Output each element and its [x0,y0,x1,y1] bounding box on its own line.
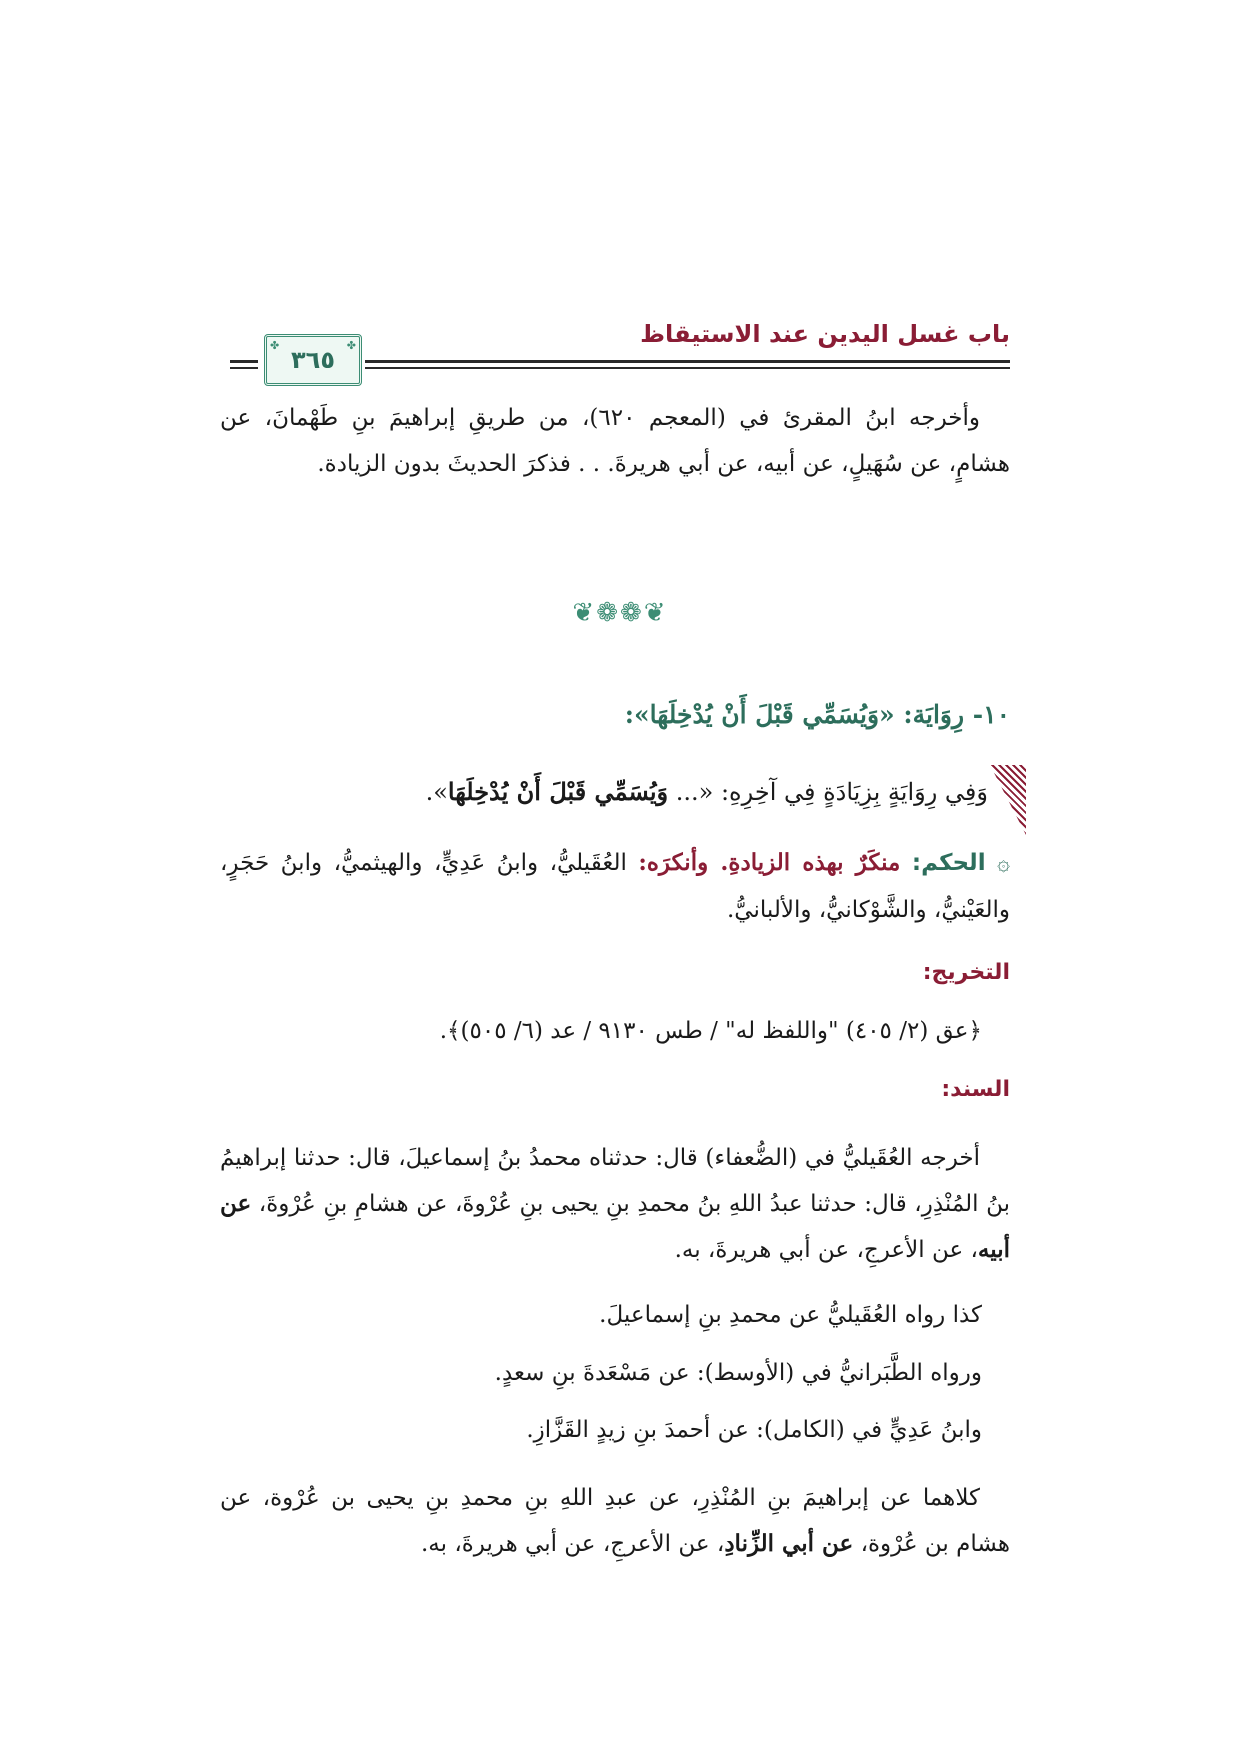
header-rule-top [365,360,1010,363]
header-rule-bottom [365,367,1010,369]
takhrij-heading: التخريج: [922,960,1010,985]
section-heading-quote: «وَيُسَمِّي قَبْلَ أَنْ يُدْخِلَهَا»: [624,700,895,729]
chapter-title: باب غسل اليدين عند الاستيقاظ [640,320,1010,348]
paragraph-tabarani: ورواه الطَّبَرانيُّ في (الأوسط): عن مَسْعَدةَ بنِ سعدٍ. [494,1360,982,1386]
riwaya-box [220,765,1010,835]
header-rule-left-top [230,360,258,363]
paragraph-both: كلاهما عن إبراهيمَ بنِ المُنْذِرِ، عن عبدِ اللهِ بنِ محمدِ بنِ يحيى بن عُرْوة، عن هشام بن عُرْوة، عن أبي الزِّنادِ، عن الأعرجِ، عن أبي هريرةَ، به. [220,1485,1010,1557]
page-number-badge: ✤ ٣٦٥ ✤ [264,334,362,386]
section-heading-number: ١٠- رِوَايَة: [894,700,1010,729]
bold-phrase: عن أبي الزِّنادِ [724,1530,854,1557]
paragraph-ibn-adi: وابنُ عَدِيٍّ في (الكامل): عن أحمدَ بنِ زيدٍ القَزَّازِ. [526,1417,982,1443]
section-heading [220,700,1010,729]
riwaya-text: وَفِي رِوَايَةٍ بِزِيَادَةٍ فِي آخِرِهِ: «... وَيُسَمِّي قَبْلَ أَنْ يُدْخِلَهَا». [425,777,988,806]
header-rule-left-bottom [230,367,258,369]
flower-icon: ۞ [997,851,1010,876]
riwaya-bold-text: وَيُسَمِّي قَبْلَ أَنْ يُدْخِلَهَا [447,777,669,806]
ruling-verdict: منكَرٌ بهذه الزيادةِ. وأنكرَه: [638,849,901,876]
ruling-text: العُقَيليُّ، وابنُ عَدِيٍّ، والهيثميُّ، وابنُ حَجَرٍ، والعَيْنيُّ، والشَّوْكانيُّ، والألبانيُّ. [220,850,1010,923]
sanad-heading: السند: [941,1077,1010,1102]
paragraph-ibn-almuqri: وأخرجه ابنُ المقرئ في (المعجم ٦٢٠)، من طريقِ إبراهيمَ بنِ طَهْمانَ، عن هشامٍ، عن سُهَيلٍ، عن أبيه، عن أبي هريرةَ. . . فذكرَ الحديثَ بدون الزيادة. [220,405,1010,477]
paragraph-uqaili: أخرجه العُقَيليُّ في (الضُّعفاء) قال: حدثناه محمدُ بنُ إسماعيلَ، قال: حدثنا إبراهيمُ بنُ المُنْذِرِ، قال: حدثنا عبدُ اللهِ بنُ محمدِ بنِ يحيى بنِ عُرْوةَ، عن هشامِ بنِ عُرْوةَ، عن أبيه، عن الأعرجِ، عن أبي هريرةَ، به. [220,1145,1010,1263]
corner-ornament-icon [990,765,1026,835]
paragraph-uqaili-note: كذا رواه العُقَيليُّ عن محمدِ بنِ إسماعيلَ. [599,1302,982,1328]
ruling-paragraph [220,840,1010,933]
takhrij-line: ﴿عق (٢/ ٤٠٥) "واللفظ له" / طس ٩١٣٠ / عد (٦/ ٥٠٥)﴾. [439,1018,982,1044]
ornament-separator: ❦❁❁❦ [572,598,668,628]
page-header [230,320,1010,380]
ruling-label: الحكم: [911,850,986,876]
bold-phrase: عن أبيه [220,1190,1010,1263]
